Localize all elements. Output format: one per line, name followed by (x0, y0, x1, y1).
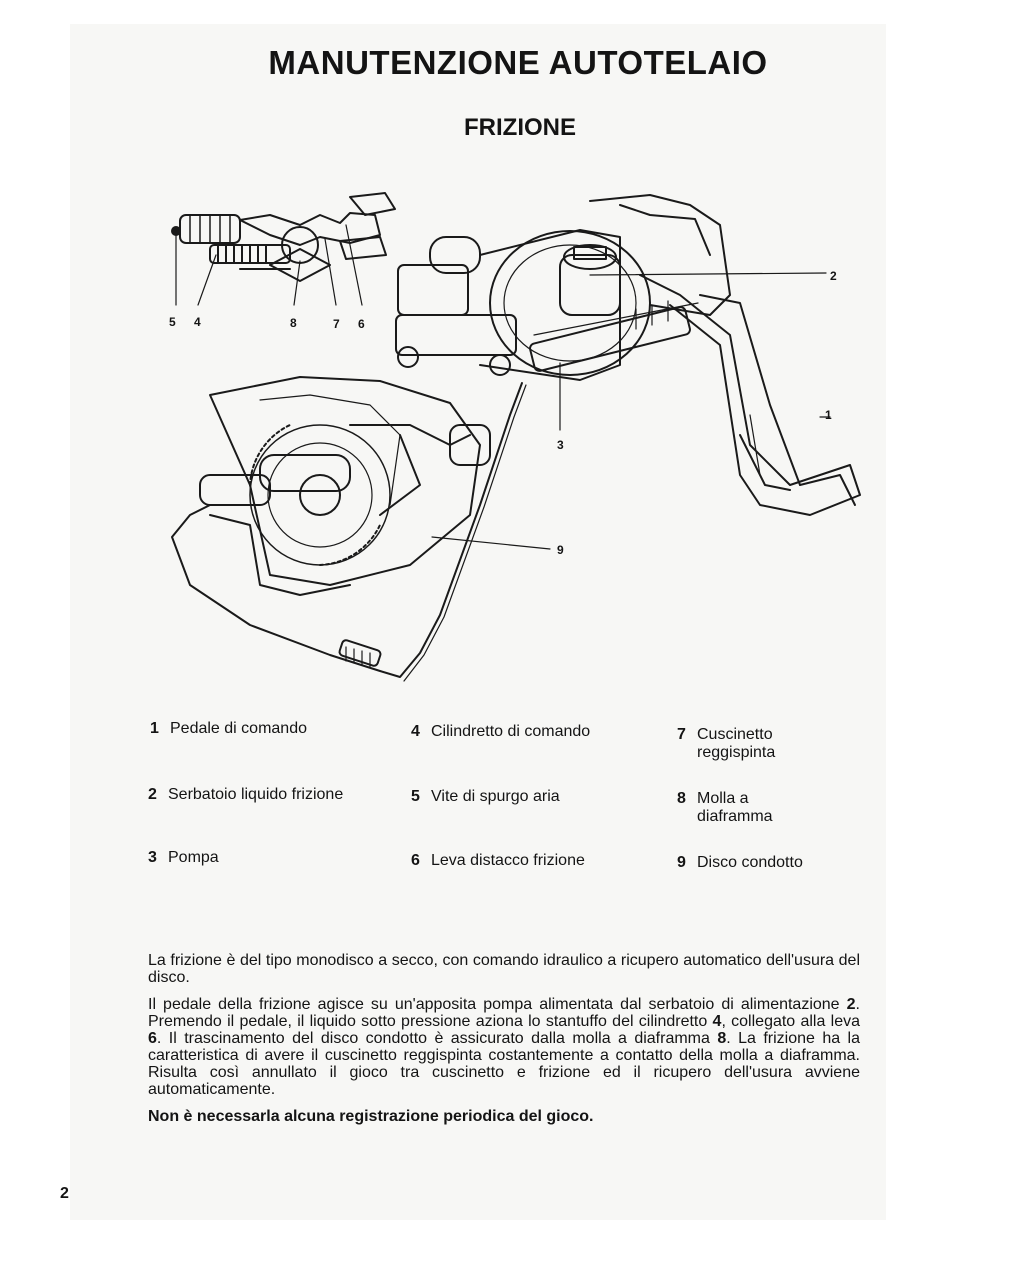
callout-6: 6 (358, 317, 365, 331)
paragraph-operation: Il pedale della frizione agisce su un'apposita pompa alimentata dal serbatoio di alimentazione 2. Premendo il pedale, il liquido sotto pressione aziona lo stantuffo del cilindretto 4, collegato alla leva 6. Il trascinamento del disco condotto è assicurato dalla molla a diaframma 8. La frizione ha la caratteristica di avere il cuscinetto reggispinta costantemente a contatto della molla a diaframma. Risulta così annullato il gioco tra cuscinetto e frizione ed il ricupero dell'usura avviene automaticamente. (148, 996, 860, 1098)
legend-item: 1 Pedale di comando (150, 720, 307, 737)
callout-3: 3 (557, 438, 564, 452)
legend-item: 4 Cilindretto di comando (411, 723, 591, 740)
callout-9: 9 (557, 543, 564, 557)
legend-item: 8 Molla a diaframma (677, 790, 773, 825)
legend-item: 5 Vite di spurgo aria (411, 788, 560, 805)
callout-1: 1 (825, 408, 832, 422)
legend-item: 3 Pompa (148, 849, 219, 866)
legend-item: 9 Disco condotto (677, 854, 803, 871)
exploded-parts-drawing (172, 193, 395, 281)
callout-4: 4 (194, 315, 201, 329)
callout-7: 7 (333, 317, 340, 331)
section-title: FRIZIONE (464, 114, 576, 141)
body-text (148, 952, 860, 1135)
legend-item: 6 Leva distacco frizione (411, 852, 585, 869)
pedal-drawing (590, 195, 860, 515)
legend-item: 7 Cuscinetto reggispinta (677, 726, 776, 761)
clutch-diagram (150, 185, 870, 695)
maintenance-note: Non è necessarla alcuna registrazione periodica del gioco. (148, 1108, 594, 1125)
page-title: MANUTENZIONE AUTOTELAIO (268, 44, 768, 81)
callout-8: 8 (290, 316, 297, 330)
page-number: 2 (60, 1185, 69, 1202)
paragraph-intro: La frizione è del tipo monodisco a secco, con comando idraulico a ricupero automatico dell'usura del disco. (148, 952, 860, 986)
callout-5: 5 (169, 315, 176, 329)
gearbox-drawing (200, 377, 490, 595)
leader-lines (176, 225, 830, 549)
callout-2: 2 (830, 269, 837, 283)
legend-item: 2 Serbatoio liquido frizione (148, 786, 344, 803)
